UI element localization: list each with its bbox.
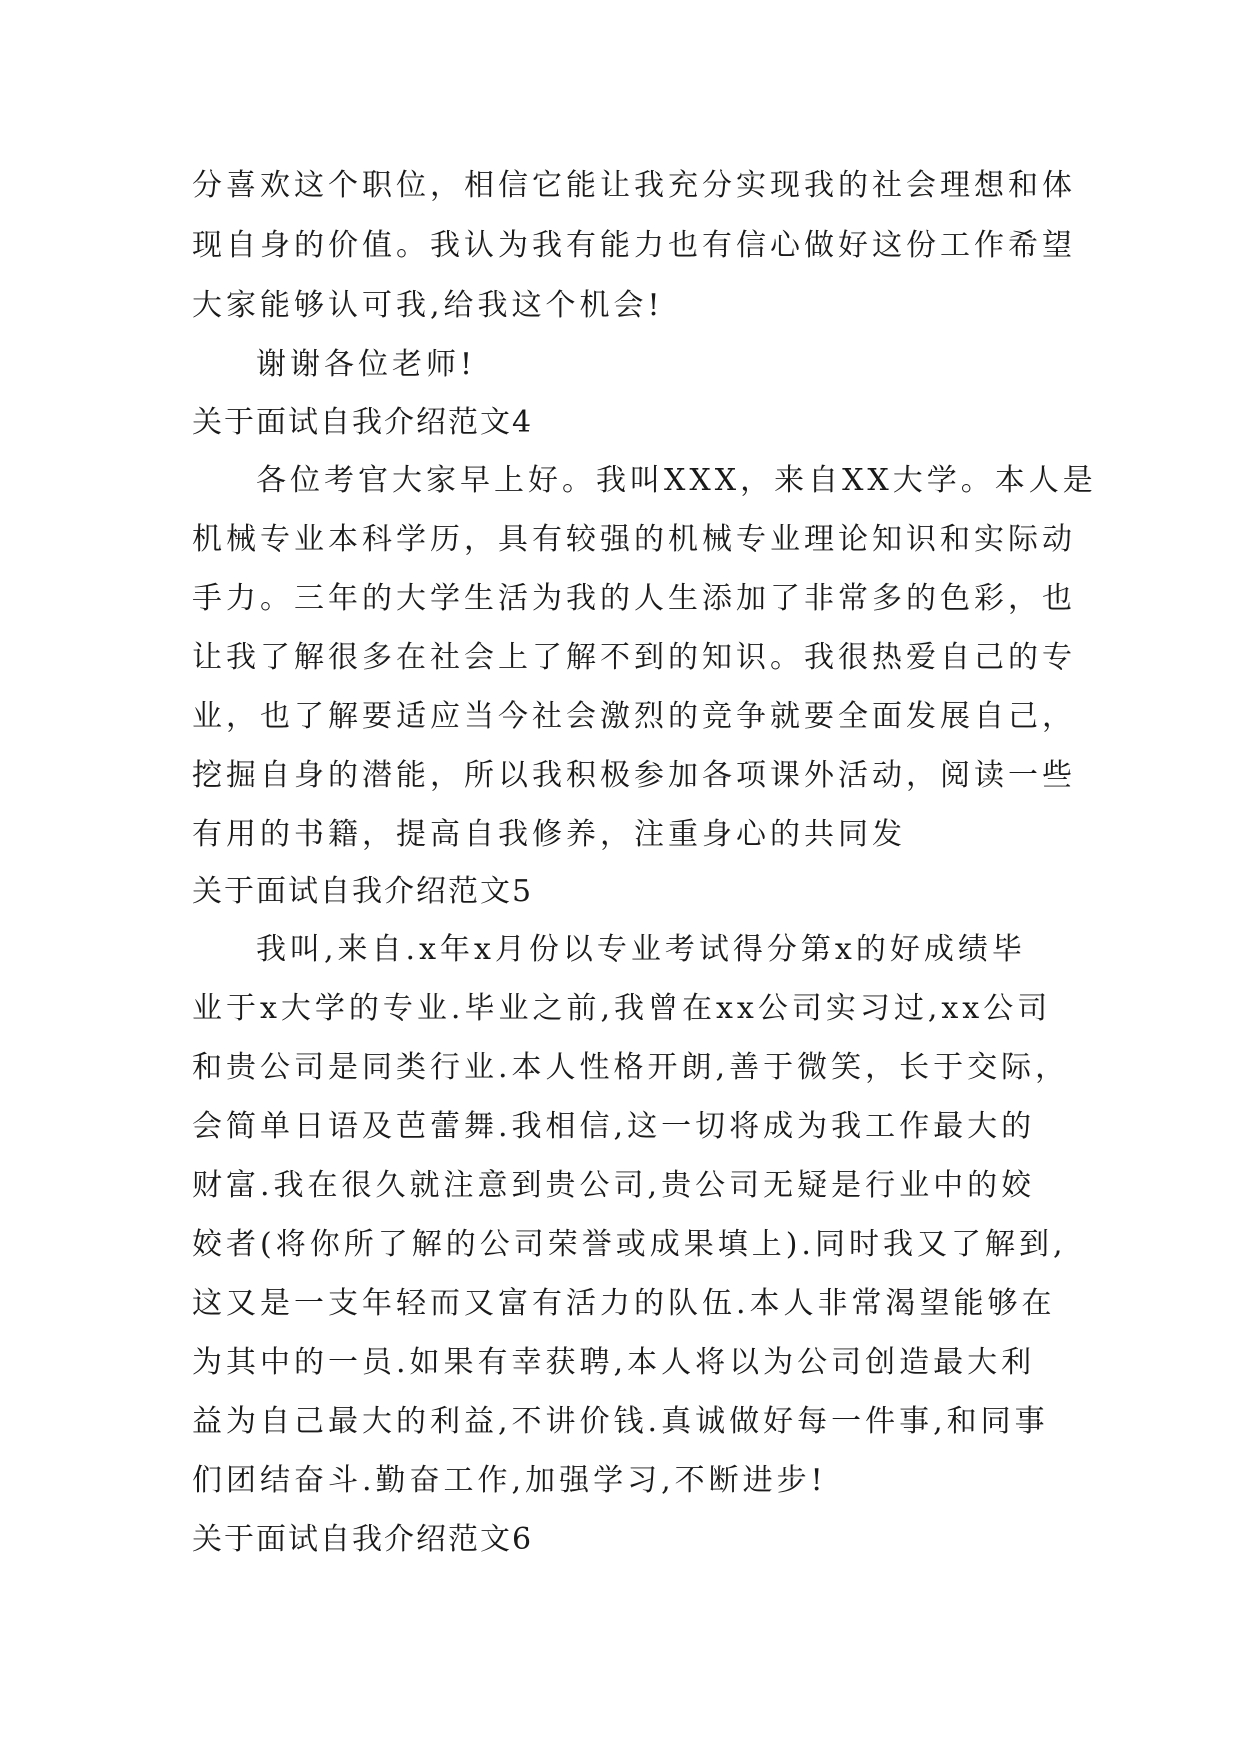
- paragraph-line: 这又是一支年轻而又富有活力的队伍.本人非常渴望能够在: [192, 1286, 1056, 1321]
- paragraph-line: 大家能够认可我,给我这个机会!: [192, 288, 664, 323]
- paragraph-line: 机械专业本科学历，具有较强的机械专业理论知识和实际动: [192, 522, 1076, 557]
- section-heading: 关于面试自我介绍范文6: [192, 1522, 534, 1557]
- paragraph-line: 为其中的一员.如果有幸获聘,本人将以为公司创造最大利: [192, 1345, 1036, 1380]
- paragraph-line: 分喜欢这个职位，相信它能让我充分实现我的社会理想和体: [192, 168, 1076, 203]
- paragraph-line: 谢谢各位老师!: [256, 347, 477, 382]
- section-heading: 关于面试自我介绍范文5: [192, 874, 534, 909]
- paragraph-line: 和贵公司是同类行业.本人性格开朗,善于微笑，长于交际，: [192, 1050, 1070, 1085]
- paragraph-line: 业，也了解要适应当今社会激烈的竞争就要全面发展自己，: [192, 699, 1076, 734]
- paragraph-line: 业于x大学的专业.毕业之前,我曾在xx公司实习过,xx公司: [192, 991, 1052, 1026]
- paragraph-line: 各位考官大家早上好。我叫XXX，来自XX大学。本人是: [256, 463, 1097, 498]
- paragraph-line: 有用的书籍，提高自我修养，注重身心的共同发: [192, 817, 906, 852]
- section-heading: 关于面试自我介绍范文4: [192, 405, 534, 440]
- paragraph-line: 财富.我在很久就注意到贵公司,贵公司无疑是行业中的姣: [192, 1168, 1036, 1203]
- paragraph-line: 挖掘自身的潜能，所以我积极参加各项课外活动，阅读一些: [192, 758, 1076, 793]
- paragraph-line: 现自身的价值。我认为我有能力也有信心做好这份工作希望: [192, 228, 1076, 263]
- paragraph-line: 我叫,来自.x年x月份以专业考试得分第x的好成绩毕: [256, 932, 1026, 967]
- paragraph-line: 手力。三年的大学生活为我的人生添加了非常多的色彩，也: [192, 581, 1076, 616]
- paragraph-line: 姣者(将你所了解的公司荣誉或成果填上).同时我又了解到,: [192, 1227, 1067, 1262]
- paragraph-line: 会简单日语及芭蕾舞.我相信,这一切将成为我工作最大的: [192, 1109, 1036, 1144]
- paragraph-line: 让我了解很多在社会上了解不到的知识。我很热爱自己的专: [192, 640, 1076, 675]
- paragraph-line: 益为自己最大的利益,不讲价钱.真诚做好每一件事,和同事: [192, 1404, 1049, 1439]
- paragraph-line: 们团结奋斗.勤奋工作,加强学习,不断进步!: [192, 1463, 827, 1498]
